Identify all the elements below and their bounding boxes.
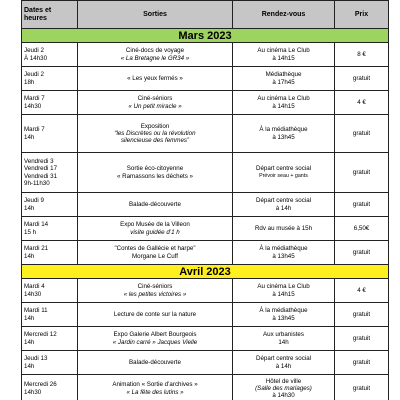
cell-line: Vendredi 17 (24, 165, 58, 173)
cell-line: Mercredi 12 (24, 331, 57, 339)
cell-line: Expo Galerie Albert Bourgeois (113, 331, 197, 339)
price-cell: 8 € (335, 43, 389, 67)
date-cell (22, 327, 78, 351)
cell-line: Départ centre social (255, 197, 312, 205)
cell-line: Jeudi 2 (24, 71, 44, 79)
rdv-cell (233, 303, 335, 327)
cell-line: Sortie éco-citoyenne (126, 165, 184, 173)
price-cell: gratuit (335, 375, 389, 400)
cell-line: à 14h (275, 204, 292, 212)
rdv-cell (233, 241, 335, 265)
price-cell: gratuit (335, 303, 389, 327)
table-row (22, 217, 389, 241)
price-cell: 6,50€ (335, 217, 389, 241)
date-cell (22, 303, 78, 327)
cell-line: Balade-découverte (129, 358, 181, 366)
date-cell (22, 241, 78, 265)
cell-line: Au cinéma Le Club (257, 47, 310, 55)
price-cell: 4 € (335, 279, 389, 303)
cell-line: Départ centre social (255, 165, 312, 173)
cell-line: Jeudi 13 (24, 355, 48, 363)
sortie-cell (78, 43, 233, 67)
cell-line: 14h (24, 338, 35, 346)
month-title: Avril 2023 (22, 265, 389, 279)
sortie-cell (78, 193, 233, 217)
cell-line: "Contes de Galléсie et harpe" (114, 245, 196, 253)
table-row (22, 279, 389, 303)
sortie-cell (78, 303, 233, 327)
cell-line: 14h (24, 204, 35, 212)
cell-line: visite guidée d’1 h (130, 228, 180, 236)
cell-line: « les petites victoires » (123, 290, 187, 298)
cell-line: Mardi 7 (24, 95, 45, 103)
price-cell: gratuit (335, 153, 389, 193)
sortie-cell (78, 241, 233, 265)
header-prix: Prix (335, 1, 389, 29)
cell-line: Vendredi 3 (24, 158, 54, 166)
date-cell (22, 217, 78, 241)
sortie-cell (78, 351, 233, 375)
cell-line: 14h30 (24, 388, 42, 396)
cell-line: Jeudi 9 (24, 197, 44, 205)
cell-line: 18h (24, 78, 35, 86)
rdv-cell (233, 279, 335, 303)
date-cell (22, 67, 78, 91)
cell-line: « La Bretagne le GR34 » (120, 54, 190, 62)
price-cell: gratuit (335, 351, 389, 375)
cell-line: Expo Musée de la Villeon (120, 221, 190, 229)
sortie-cell (78, 153, 233, 193)
cell-line: à 13h45 (272, 133, 295, 141)
cell-line: Ciné-séniors (137, 283, 173, 291)
rdv-cell (233, 327, 335, 351)
table-row (22, 375, 389, 400)
rdv-cell (233, 115, 335, 153)
rdv-cell (233, 153, 335, 193)
cell-line: Au cinéma Le Club (257, 95, 310, 103)
cell-line: « Un petit miracle » (128, 102, 182, 110)
cell-line: Mardi 4 (24, 283, 45, 291)
rdv-cell (233, 43, 335, 67)
rdv-cell (233, 193, 335, 217)
table-row (22, 115, 389, 153)
cell-line: à 17h45 (272, 78, 295, 86)
price-cell: gratuit (335, 241, 389, 265)
table-row (22, 43, 389, 67)
cell-line: “les Discrètes ou la révolution (114, 129, 196, 137)
cell-line: Vendredi 31 (24, 172, 58, 180)
table-row (22, 67, 389, 91)
table-row (22, 303, 389, 327)
date-cell (22, 115, 78, 153)
price-cell: gratuit (335, 327, 389, 351)
month-title: Mars 2023 (22, 29, 389, 43)
sortie-cell (78, 327, 233, 351)
date-cell (22, 43, 78, 67)
rdv-cell (233, 351, 335, 375)
cell-line: Médiathèque (265, 71, 302, 79)
sortie-cell (78, 115, 233, 153)
cell-line: À la médiathèque (259, 307, 308, 315)
cell-line: Mardi 21 (24, 245, 49, 253)
cell-line: à 14h15 (272, 102, 295, 110)
header-dates: Dates et heures (22, 1, 78, 29)
table-row (22, 153, 389, 193)
cell-line: 14h (24, 133, 35, 141)
header-row (22, 1, 389, 29)
outings-table (21, 0, 389, 400)
cell-line: À 14h30 (24, 54, 48, 62)
month-row (22, 265, 389, 279)
cell-line: Mardi 11 (24, 307, 48, 315)
cell-line: Ciné-docs de voyage (125, 47, 185, 55)
cell-line: 14h (278, 338, 289, 346)
price-cell: gratuit (335, 115, 389, 153)
cell-line: 15 h (24, 228, 37, 236)
cell-line: 14h (24, 362, 35, 370)
date-cell (22, 351, 78, 375)
cell-line: Mardi 7 (24, 126, 45, 134)
table-body (22, 29, 389, 400)
rdv-cell (233, 375, 335, 400)
cell-line: Balade-découverte (129, 200, 181, 208)
table-row (22, 327, 389, 351)
cell-line: 14h30 (24, 290, 42, 298)
date-cell (22, 91, 78, 115)
table-row (22, 351, 389, 375)
cell-line: Lecture de conte sur la nature (113, 310, 197, 318)
cell-line: « Les yeux fermés » (127, 74, 183, 82)
rdv-cell (233, 91, 335, 115)
rdv-time: à 14h30 (272, 392, 295, 400)
cell-line: Mardi 14 (24, 221, 49, 229)
table-row (22, 91, 389, 115)
cell-line: à 14h (275, 362, 292, 370)
cell-line: « La fête des lutins » (126, 388, 184, 396)
cell-line: Jeudi 2 (24, 47, 44, 55)
price-cell: gratuit (335, 67, 389, 91)
cell-line: Départ centre social (255, 355, 312, 363)
cell-line: À la médiathèque (259, 245, 308, 253)
cell-line: Hôtel de ville (265, 377, 302, 385)
date-cell (22, 153, 78, 193)
sortie-cell (78, 217, 233, 241)
rdv-cell (233, 67, 335, 91)
cell-line: « Ramassons les déchets » (116, 172, 193, 180)
price-cell: gratuit (335, 193, 389, 217)
cell-line: Ciné-séniors (137, 95, 173, 103)
rdv-cell (233, 217, 335, 241)
cell-line: « Jardin carré » Jacques Vielle (112, 338, 198, 346)
cell-line: Au cinéma Le Club (257, 283, 310, 291)
cell-line: À la médiathèque (259, 126, 308, 134)
rdv-note: Prévoir seau + gants (259, 172, 308, 179)
sortie-cell (78, 91, 233, 115)
price-cell: 4 € (335, 91, 389, 115)
header-sorties: Sorties (78, 1, 233, 29)
date-cell (22, 193, 78, 217)
date-cell (22, 375, 78, 400)
cell-line: Exposition (140, 122, 170, 130)
sortie-cell (78, 279, 233, 303)
cell-line: 14h (24, 252, 35, 260)
sortie-cell (78, 375, 233, 400)
cell-line: Aux urbanistes (263, 331, 304, 339)
cell-line: 9h-11h30 (24, 179, 50, 187)
cell-line: 14h30 (24, 102, 42, 110)
month-row (22, 29, 389, 43)
sortie-cell (78, 67, 233, 91)
rdv-note: (Salle des mariages) (255, 384, 312, 392)
cell-line: à 14h15 (272, 54, 295, 62)
table-row (22, 193, 389, 217)
date-cell (22, 279, 78, 303)
header-rdv: Rendez-vous (233, 1, 335, 29)
cell-line: 14h (24, 314, 35, 322)
cell-line: Rdv au musée à 15h (254, 224, 313, 232)
cell-line: à 13h45 (272, 252, 295, 260)
cell-line: Morgane Le Cuff (132, 252, 178, 260)
cell-line: à 14h15 (272, 290, 295, 298)
cell-line: Animation « Sortie d’archives » (112, 381, 198, 389)
cell-line: Mercredi 26 (24, 381, 57, 389)
table-row (22, 241, 389, 265)
cell-line: à 13h45 (272, 314, 295, 322)
cell-line: silencieuse des femmes” (120, 137, 190, 145)
